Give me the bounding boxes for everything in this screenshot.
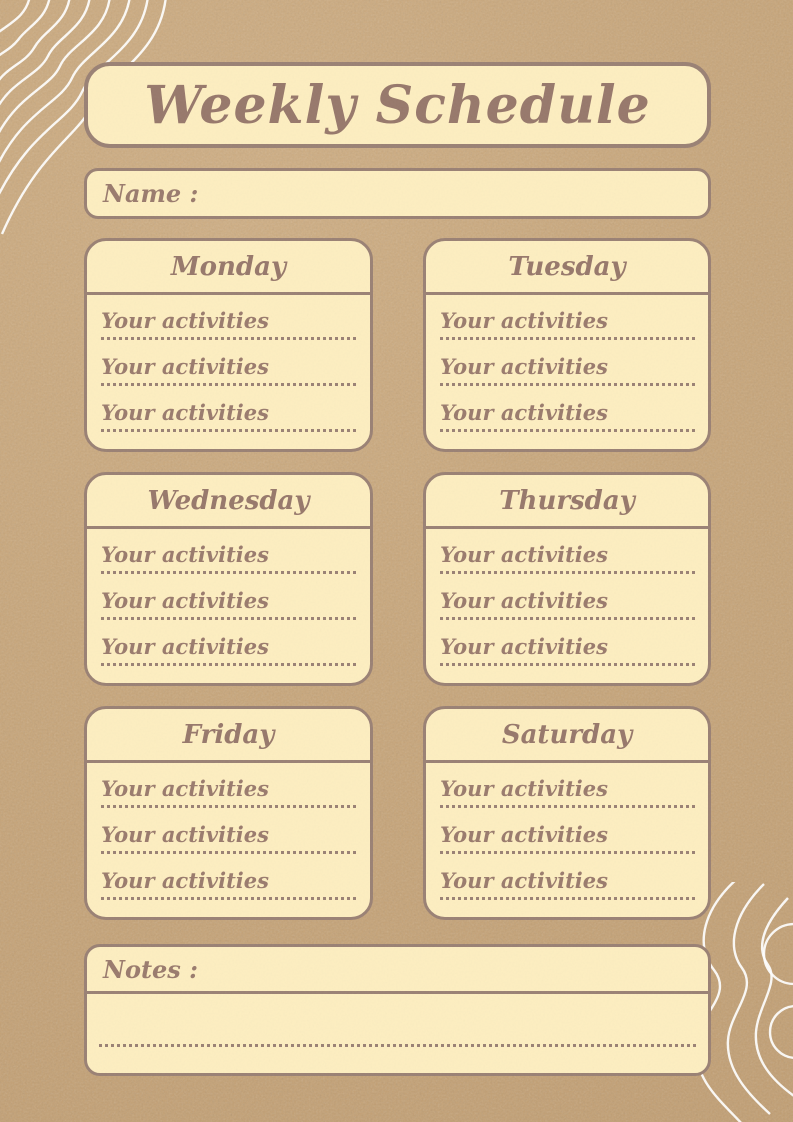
activity-input-line[interactable]: [440, 337, 696, 340]
day-title: Monday: [170, 251, 287, 282]
activity-placeholder: Your activities: [101, 776, 269, 801]
activity-slot: [440, 353, 696, 386]
day-card-wednesday: [84, 472, 373, 686]
activity-slot: [440, 541, 696, 574]
activity-placeholder: Your activities: [440, 776, 608, 801]
name-field[interactable]: [84, 168, 711, 219]
notes-label: Notes :: [103, 954, 199, 984]
activity-slot: [101, 867, 358, 900]
activity-input-line[interactable]: [440, 383, 696, 386]
activity-slot: [101, 307, 358, 340]
activity-placeholder: Your activities: [101, 868, 269, 893]
day-title: Tuesday: [508, 251, 626, 282]
day-body: [87, 529, 370, 666]
day-body: [87, 763, 370, 900]
activity-input-line[interactable]: [101, 851, 358, 854]
activity-input-line[interactable]: [440, 897, 696, 900]
activity-input-line[interactable]: [440, 571, 696, 574]
activity-placeholder: Your activities: [440, 354, 608, 379]
activity-placeholder: Your activities: [440, 634, 608, 659]
day-title: Thursday: [499, 485, 635, 516]
day-title: Wednesday: [147, 485, 310, 516]
day-header: [426, 709, 708, 763]
activity-input-line[interactable]: [101, 805, 358, 808]
day-header: [87, 709, 370, 763]
day-body: [426, 529, 708, 666]
activity-slot: [101, 399, 358, 432]
day-header: [87, 241, 370, 295]
day-card-saturday: [423, 706, 711, 920]
activity-input-line[interactable]: [440, 617, 696, 620]
activity-slot: [440, 633, 696, 666]
activity-input-line[interactable]: [101, 337, 358, 340]
activity-slot: [440, 307, 696, 340]
activity-slot: [440, 775, 696, 808]
activity-input-line[interactable]: [101, 897, 358, 900]
page-title: Weekly Schedule: [144, 74, 651, 136]
notes-body[interactable]: [87, 994, 708, 1073]
activity-placeholder: Your activities: [440, 308, 608, 333]
activity-placeholder: Your activities: [440, 822, 608, 847]
activity-placeholder: Your activities: [101, 822, 269, 847]
activity-placeholder: Your activities: [101, 354, 269, 379]
day-card-friday: [84, 706, 373, 920]
day-body: [426, 295, 708, 432]
activity-input-line[interactable]: [101, 429, 358, 432]
activity-placeholder: Your activities: [101, 542, 269, 567]
day-card-tuesday: [423, 238, 711, 452]
activity-slot: [440, 821, 696, 854]
activity-placeholder: Your activities: [440, 588, 608, 613]
activity-slot: [440, 867, 696, 900]
activity-slot: [101, 353, 358, 386]
name-label: Name :: [103, 179, 199, 208]
day-header: [426, 475, 708, 529]
activity-input-line[interactable]: [440, 429, 696, 432]
day-header: [426, 241, 708, 295]
days-grid: [84, 238, 711, 920]
day-body: [426, 763, 708, 900]
activity-slot: [101, 775, 358, 808]
day-card-monday: [84, 238, 373, 452]
title-card: [84, 62, 711, 148]
day-body: [87, 295, 370, 432]
activity-placeholder: Your activities: [440, 400, 608, 425]
activity-placeholder: Your activities: [440, 542, 608, 567]
notes-header: [87, 947, 708, 994]
activity-slot: [101, 541, 358, 574]
day-header: [87, 475, 370, 529]
activity-input-line[interactable]: [101, 617, 358, 620]
day-card-thursday: [423, 472, 711, 686]
activity-input-line[interactable]: [101, 571, 358, 574]
notes-section: [84, 944, 711, 1076]
activity-placeholder: Your activities: [101, 588, 269, 613]
activity-input-line[interactable]: [101, 383, 358, 386]
activity-slot: [440, 399, 696, 432]
activity-slot: [101, 821, 358, 854]
activity-placeholder: Your activities: [101, 400, 269, 425]
activity-slot: [440, 587, 696, 620]
notes-input-line[interactable]: [99, 1044, 696, 1047]
name-input-line[interactable]: [198, 177, 692, 211]
activity-placeholder: Your activities: [101, 308, 269, 333]
activity-slot: [101, 587, 358, 620]
activity-input-line[interactable]: [440, 805, 696, 808]
activity-input-line[interactable]: [101, 663, 358, 666]
activity-input-line[interactable]: [440, 663, 696, 666]
activity-slot: [101, 633, 358, 666]
day-title: Saturday: [501, 719, 633, 750]
day-title: Friday: [182, 719, 275, 750]
activity-placeholder: Your activities: [440, 868, 608, 893]
activity-placeholder: Your activities: [101, 634, 269, 659]
planner-content: [84, 62, 711, 1076]
activity-input-line[interactable]: [440, 851, 696, 854]
